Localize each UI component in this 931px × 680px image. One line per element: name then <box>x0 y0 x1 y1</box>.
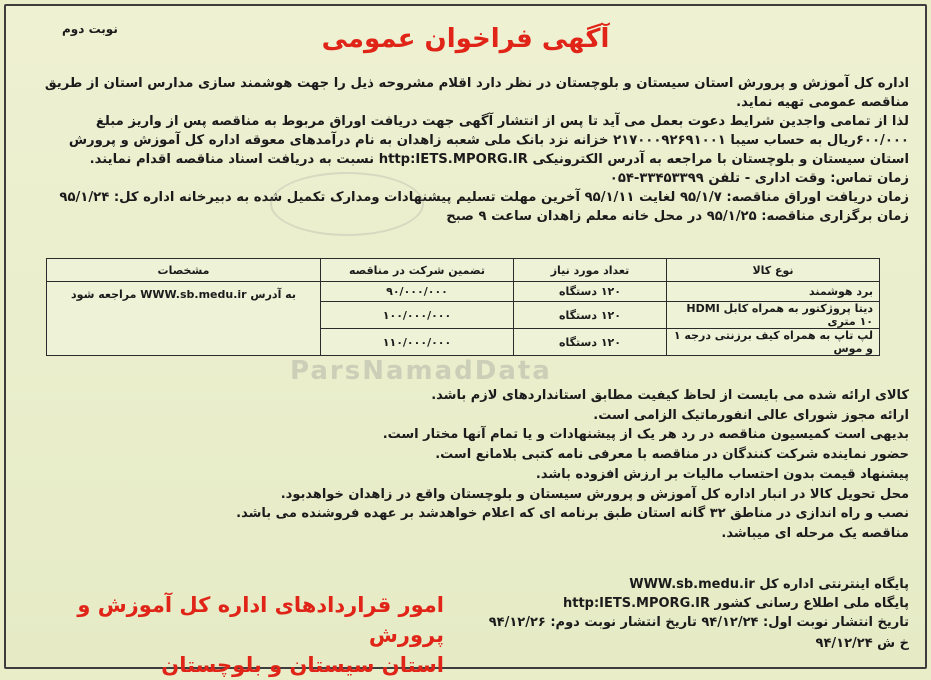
invite-paragraph: لذا از تمامی واجدین شرایط دعوت بعمل می آید تا پس از انتشار آگهی جهت دریافت اوراق مربوط به مناقصه پس از واریز مبلغ ۶۰۰/۰۰۰ریال به حساب سیبا ۲۱۷۰۰۰۹۲۶۹۱۰۰۱ خزانه نزد بانک ملی شعبه زاهدان به نام درآمدهای معوقه اداره کل آموزش و پرورش استان سیستان و بلوچستان با مراجعه به آدرس الکترونیکی http:IETS.MPORG.IR نسبت به دریافت اسناد مناقصه اقدام نمایند. <box>68 114 909 167</box>
signature-line-1: امور قراردادهای اداره کل آموزش و پرورش <box>77 593 444 647</box>
row-qty: ۱۲۰ دستگاه <box>514 282 667 302</box>
condition-item: کالای ارائه شده می بایست از لحاظ کیفیت مطابق استانداردهای لازم باشد. <box>431 388 909 403</box>
condition-item: پیشنهاد قیمت بدون احتساب مالیات بر ارزش افزوده باشد. <box>535 466 909 482</box>
watermark: ParsNamadData <box>290 356 552 386</box>
table-row <box>47 282 880 302</box>
row-item: دیتا پروژکتور به همراه کابل HDMI ۱۰ متری <box>667 302 880 329</box>
intro-paragraph: اداره کل آموزش و پرورش استان سیستان و بلوچستان در نظر دارد اقلام مشروحه ذیل را جهت هوشمند سازی مدارس استان از طریق مناقصه عمومی تهیه نماید. <box>44 76 909 110</box>
items-table <box>46 258 880 356</box>
condition-item: بدیهی است کمیسیون مناقصه در رد هر یک از پیشنهادات و یا تمام آنها مختار است. <box>382 427 909 443</box>
opening-line: زمان برگزاری مناقصه: ۹۵/۱/۲۵ در محل خانه معلم زاهدان ساعت ۹ صبح <box>446 209 909 224</box>
national-portal-line: پایگاه ملی اطلاع رسانی کشور http:IETS.MPORG.IR <box>562 596 909 611</box>
condition-item: محل تحویل کالا در انبار اداره کل آموزش و پرورش سیستان و بلوچستان واقع در زاهدان خواهدبود. <box>280 486 909 502</box>
table-header-row <box>47 259 880 282</box>
contact-line: زمان تماس: وقت اداری - تلفن ۳۳۴۵۳۳۹۹-۰۵۴ <box>609 171 909 186</box>
row-item: لپ تاپ به همراه کیف برزنتی درجه ۱ و موس <box>667 329 880 356</box>
header-guarantee: تضمین شرکت در مناقصه <box>321 259 514 282</box>
row-guarantee: ۱۰۰/۰۰۰/۰۰۰ <box>321 302 514 329</box>
header-specs: مشخصات <box>47 259 321 282</box>
code-line: خ ش ۹۴/۱۲/۲۴ <box>815 636 909 651</box>
receive-line: زمان دریافت اوراق مناقصه: ۹۵/۱/۷ لغایت ۹۵/۱/۱۱ آخرین مهلت تسلیم پیشنهادات ومدارک تکمیل شده به دبیرخانه اداره کل: ۹۵/۱/۲۴ <box>59 190 909 205</box>
round-label: نوبت دوم <box>62 22 118 36</box>
row-item: برد هوشمند <box>667 282 880 302</box>
notice-title: آگهی فراخوان عمومی <box>321 24 610 54</box>
row-qty: ۱۲۰ دستگاه <box>514 302 667 329</box>
condition-item: مناقصه یک مرحله ای میباشد. <box>721 525 909 541</box>
signature-line-2: استان سیستان و بلوچستان <box>161 653 444 677</box>
header-item: نوع کالا <box>667 259 880 282</box>
row-qty: ۱۲۰ دستگاه <box>514 329 667 356</box>
publish-dates-line: تاریخ انتشار نوبت اول: ۹۴/۱۲/۲۴ تاریخ انتشار نوبت دوم: ۹۴/۱۲/۲۶ <box>488 615 909 630</box>
header-qty: تعداد مورد نیاز <box>514 259 667 282</box>
condition-item: نصب و راه اندازی در مناطق ۳۲ گانه استان طبق برنامه ای که اعلام خواهدشد بر عهده فروشنده می باشد. <box>236 506 909 522</box>
signature-block <box>14 590 444 680</box>
conditions-list <box>29 386 909 544</box>
condition-item: ارائه مجوز شورای عالی انفورماتیک الزامی است. <box>593 407 909 423</box>
specs-note: به آدرس WWW.sb.medu.ir مراجعه شود <box>47 282 321 356</box>
condition-item: حضور نماینده شرکت کنندگان در مناقصه با معرفی نامه کتبی بلامانع است. <box>435 447 909 463</box>
row-guarantee: ۹۰/۰۰۰/۰۰۰ <box>321 282 514 302</box>
row-guarantee: ۱۱۰/۰۰۰/۰۰۰ <box>321 329 514 356</box>
portal-line: پایگاه اینترنتی اداره کل WWW.sb.medu.ir <box>629 577 909 592</box>
